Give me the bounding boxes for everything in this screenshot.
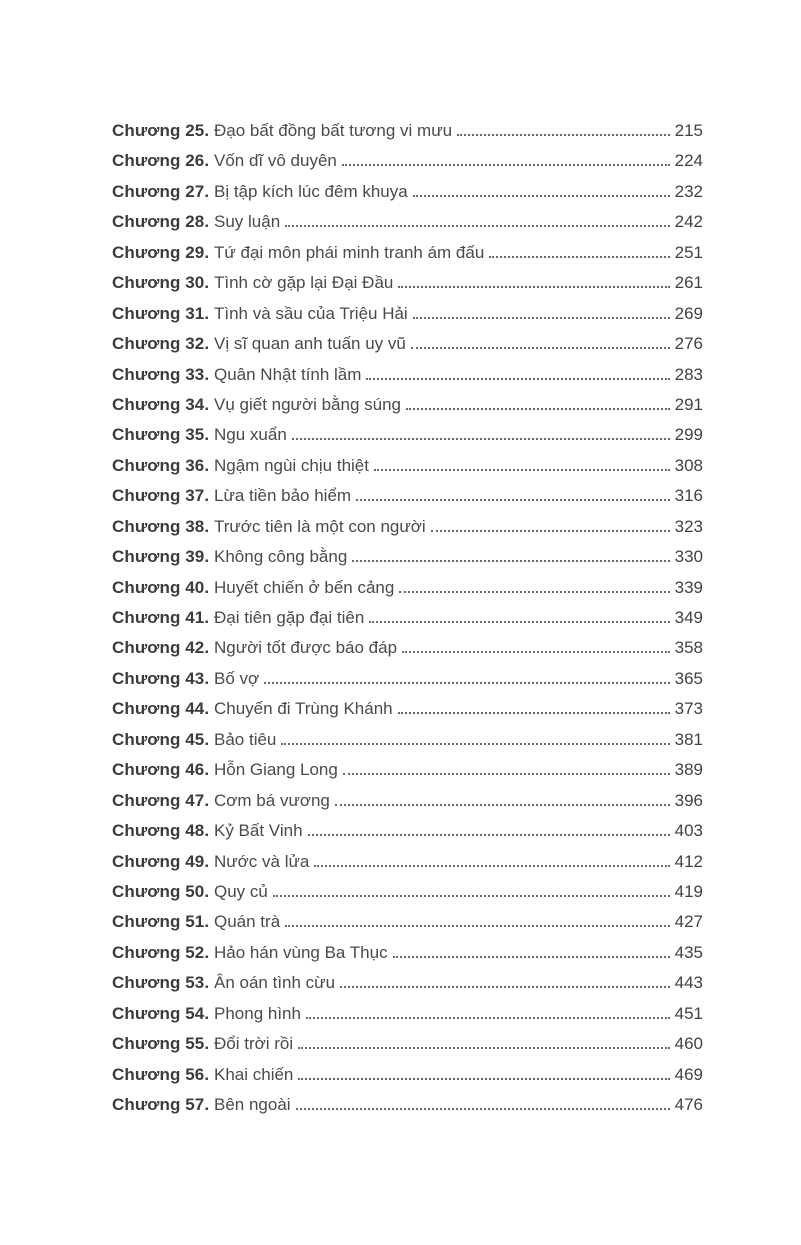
chapter-title: Lừa tiền bảo hiểm — [214, 486, 352, 506]
dot-leader — [335, 804, 670, 806]
dot-leader — [264, 682, 669, 684]
toc-entry[interactable] — [112, 329, 703, 359]
chapter-title: Bảo tiêu — [214, 729, 277, 749]
chapter-title: Khai chiến — [214, 1064, 294, 1084]
toc-entry[interactable] — [112, 238, 703, 268]
chapter-page-number: 215 — [674, 121, 703, 140]
toc-entry[interactable] — [112, 755, 703, 785]
chapter-page-number: 224 — [674, 151, 703, 171]
chapter-page-number: 419 — [674, 881, 703, 901]
toc-entry[interactable] — [112, 877, 703, 907]
toc-entry[interactable] — [112, 938, 703, 968]
chapter-label: Chương 29. — [112, 242, 210, 262]
chapter-label: Chương 30. — [112, 273, 210, 293]
dot-leader — [406, 408, 670, 410]
toc-entry[interactable] — [112, 573, 703, 603]
dot-leader — [393, 956, 670, 958]
dot-leader — [273, 895, 670, 897]
chapter-label: Chương 37. — [112, 486, 210, 506]
chapter-title: Quân Nhật tính lầm — [214, 364, 362, 384]
chapter-title: Bên ngoài — [214, 1095, 291, 1114]
chapter-label: Chương 32. — [112, 334, 210, 354]
chapter-title: Hỗn Giang Long — [214, 760, 338, 780]
chapter-page-number: 443 — [674, 973, 703, 993]
toc-entry[interactable] — [112, 847, 703, 877]
chapter-label: Chương 53. — [112, 973, 210, 993]
chapter-page-number: 349 — [674, 608, 703, 627]
chapter-page-number: 251 — [674, 242, 703, 262]
chapter-label: Chương 50. — [112, 881, 210, 901]
toc-entry[interactable] — [112, 999, 703, 1029]
chapter-page-number: 269 — [674, 303, 703, 323]
chapter-title: Tình và sầu của Triệu Hải — [214, 303, 408, 323]
dot-leader — [356, 499, 670, 501]
chapter-title: Suy luận — [214, 212, 281, 232]
chapter-title: Vụ giết người bằng súng — [214, 394, 401, 414]
dot-leader — [292, 438, 670, 440]
chapter-label: Chương 44. — [112, 699, 210, 719]
chapter-title: Bị tập kích lúc đêm khuya — [214, 181, 408, 201]
chapter-label: Chương 49. — [112, 851, 210, 871]
chapter-label: Chương 45. — [112, 729, 210, 749]
toc-entry[interactable] — [112, 968, 703, 998]
chapter-page-number: 323 — [674, 516, 703, 536]
dot-leader — [399, 591, 669, 593]
dot-leader — [285, 225, 669, 227]
chapter-label: Chương 42. — [112, 638, 210, 658]
chapter-label: Chương 33. — [112, 364, 210, 384]
chapter-label: Chương 39. — [112, 547, 210, 567]
chapter-label: Chương 34. — [112, 394, 210, 414]
chapter-label: Chương 56. — [112, 1064, 210, 1084]
dot-leader — [343, 773, 670, 775]
toc-entry[interactable] — [112, 512, 703, 542]
chapter-label: Chương 26. — [112, 151, 210, 171]
toc-entry[interactable] — [112, 542, 703, 572]
toc-entry[interactable] — [112, 299, 703, 329]
chapter-title: Đạo bất đồng bất tương vi mưu — [214, 121, 453, 140]
dot-leader — [413, 317, 670, 319]
chapter-page-number: 261 — [674, 273, 703, 293]
chapter-title: Vốn dĩ vô duyên — [214, 151, 337, 171]
chapter-label: Chương 35. — [112, 425, 210, 445]
chapter-title: Người tốt được báo đáp — [214, 638, 398, 658]
toc-entry[interactable] — [112, 786, 703, 816]
chapter-title: Đại tiên gặp đại tiên — [214, 608, 365, 627]
chapter-page-number: 232 — [674, 181, 703, 201]
dot-leader — [457, 134, 670, 136]
dot-leader — [352, 560, 669, 562]
chapter-page-number: 451 — [674, 1003, 703, 1023]
chapter-label: Chương 38. — [112, 516, 210, 536]
chapter-page-number: 403 — [674, 821, 703, 841]
chapter-page-number: 396 — [674, 790, 703, 810]
toc-entry[interactable] — [112, 603, 703, 633]
chapter-title: Bố vợ — [214, 668, 260, 688]
dot-leader — [342, 164, 670, 166]
chapter-page-number: 330 — [674, 547, 703, 567]
toc-entry[interactable] — [112, 360, 703, 390]
chapter-page-number: 358 — [674, 638, 703, 658]
chapter-page-number: 308 — [674, 455, 703, 475]
chapter-title: Không công bằng — [214, 547, 348, 567]
chapter-title: Phong hình — [214, 1003, 301, 1023]
chapter-label: Chương 31. — [112, 303, 210, 323]
dot-leader — [298, 1078, 669, 1080]
chapter-page-number: 469 — [674, 1064, 703, 1084]
chapter-label: Chương 25. — [112, 121, 210, 140]
chapter-page-number: 389 — [674, 760, 703, 780]
dot-leader — [489, 256, 669, 258]
chapter-page-number: 283 — [674, 364, 703, 384]
chapter-label: Chương 57. — [112, 1095, 210, 1114]
chapter-label: Chương 27. — [112, 181, 210, 201]
dot-leader — [374, 469, 670, 471]
chapter-page-number: 242 — [674, 212, 703, 232]
dot-leader — [398, 712, 670, 714]
chapter-page-number: 427 — [674, 912, 703, 932]
toc-entry[interactable] — [112, 116, 703, 146]
chapter-page-number: 339 — [674, 577, 703, 597]
chapter-title: Tứ đại môn phái minh tranh ám đấu — [214, 242, 485, 262]
dot-leader — [296, 1108, 670, 1110]
chapter-page-number: 276 — [674, 334, 703, 354]
toc-entry[interactable] — [112, 481, 703, 511]
toc-entry[interactable] — [112, 420, 703, 450]
chapter-page-number: 412 — [674, 851, 703, 871]
dot-leader — [340, 986, 670, 988]
chapter-label: Chương 48. — [112, 821, 210, 841]
chapter-label: Chương 55. — [112, 1034, 210, 1054]
chapter-label: Chương 41. — [112, 608, 210, 627]
chapter-page-number: 476 — [674, 1095, 703, 1114]
chapter-label: Chương 43. — [112, 668, 210, 688]
toc-entry[interactable] — [112, 725, 703, 755]
dot-leader — [411, 347, 670, 349]
chapter-label: Chương 46. — [112, 760, 210, 780]
chapter-title: Tình cờ gặp lại Đại Đầu — [214, 273, 394, 293]
chapter-title: Chuyến đi Trùng Khánh — [214, 699, 393, 719]
dot-leader — [402, 651, 670, 653]
chapter-title: Vị sĩ quan anh tuấn uy vũ — [214, 334, 406, 354]
toc-entry[interactable] — [112, 268, 703, 298]
toc-entry[interactable] — [112, 451, 703, 481]
toc-entry[interactable] — [112, 907, 703, 937]
toc-entry[interactable] — [112, 390, 703, 420]
dot-leader — [369, 621, 669, 623]
dot-leader — [398, 286, 669, 288]
dot-leader — [308, 834, 670, 836]
chapter-page-number: 299 — [674, 425, 703, 445]
toc-entry[interactable] — [112, 664, 703, 694]
chapter-title: Cơm bá vương — [214, 790, 330, 810]
chapter-label: Chương 36. — [112, 455, 210, 475]
toc-entry[interactable] — [112, 633, 703, 663]
chapter-title: Ân oán tình cừu — [214, 973, 336, 993]
chapter-title: Nước và lửa — [214, 851, 310, 871]
dot-leader — [366, 378, 669, 380]
chapter-title: Kỷ Bất Vinh — [214, 821, 303, 841]
dot-leader — [314, 865, 669, 867]
chapter-title: Ngậm ngùi chịu thiệt — [214, 455, 369, 475]
chapter-page-number: 365 — [674, 668, 703, 688]
chapter-label: Chương 28. — [112, 212, 210, 232]
chapter-title: Quy củ — [214, 881, 268, 901]
chapter-page-number: 381 — [674, 729, 703, 749]
chapter-title: Trước tiên là một con người — [214, 516, 426, 536]
toc-entry[interactable] — [112, 1029, 703, 1059]
table-of-contents — [112, 116, 703, 1120]
chapter-label: Chương 52. — [112, 942, 210, 962]
chapter-page-number: 435 — [674, 942, 703, 962]
chapter-page-number: 291 — [674, 394, 703, 414]
chapter-page-number: 460 — [674, 1034, 703, 1054]
chapter-label: Chương 54. — [112, 1003, 210, 1023]
chapter-title: Quán trà — [214, 912, 281, 932]
toc-entry[interactable] — [112, 1090, 703, 1120]
toc-entry[interactable] — [112, 1060, 703, 1090]
toc-entry[interactable] — [112, 694, 703, 724]
chapter-label: Chương 40. — [112, 577, 210, 597]
chapter-label: Chương 51. — [112, 912, 210, 932]
toc-entry[interactable] — [112, 146, 703, 176]
dot-leader — [306, 1017, 670, 1019]
toc-entry[interactable] — [112, 207, 703, 237]
dot-leader — [298, 1047, 669, 1049]
toc-entry[interactable] — [112, 816, 703, 846]
chapter-title: Đổi trời rồi — [214, 1034, 294, 1054]
toc-entry[interactable] — [112, 177, 703, 207]
chapter-page-number: 316 — [674, 486, 703, 506]
chapter-label: Chương 47. — [112, 790, 210, 810]
chapter-title: Hảo hán vùng Ba Thục — [214, 942, 388, 962]
dot-leader — [285, 925, 669, 927]
dot-leader — [431, 530, 670, 532]
dot-leader — [413, 195, 670, 197]
chapter-title: Huyết chiến ở bến cảng — [214, 577, 395, 597]
chapter-title: Ngu xuẩn — [214, 425, 287, 445]
dot-leader — [281, 743, 669, 745]
chapter-page-number: 373 — [674, 699, 703, 719]
